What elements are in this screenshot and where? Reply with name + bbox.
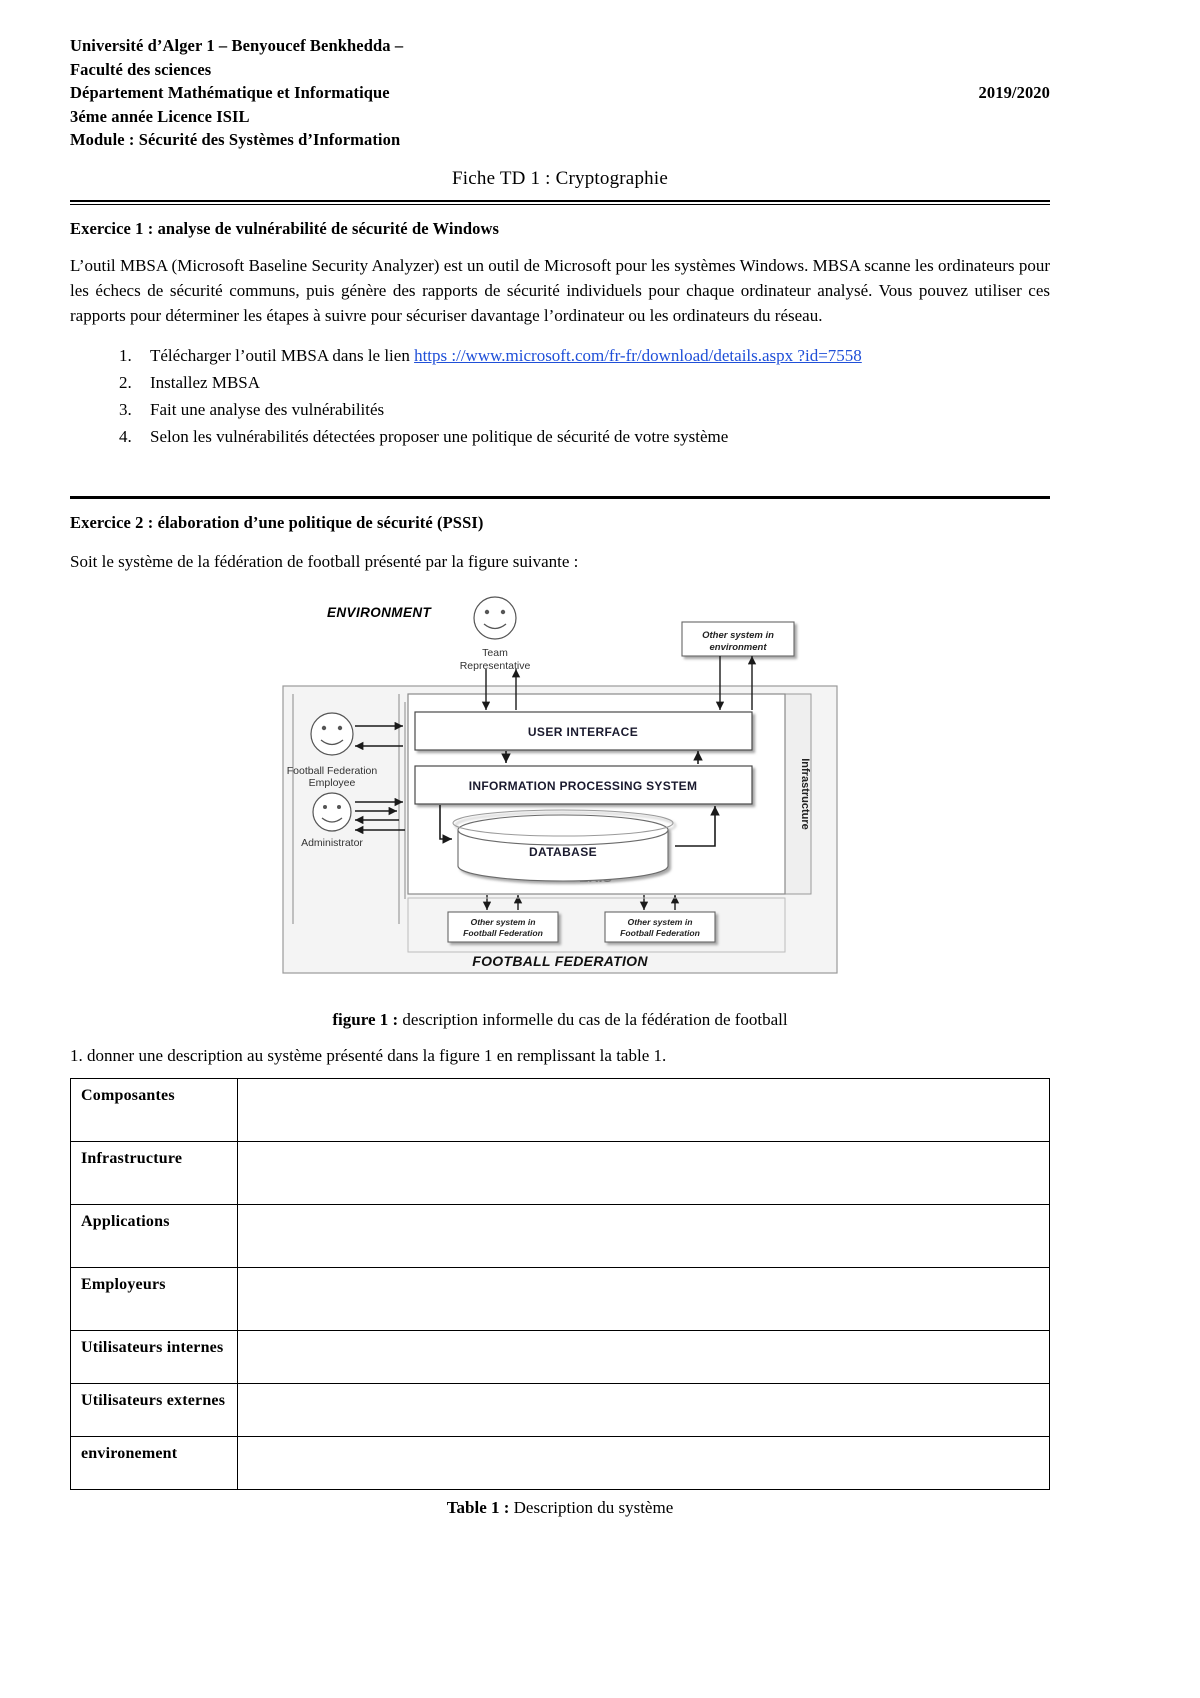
table-1-caption [70,1498,1050,1518]
other-system-env-line2: environment [709,641,767,653]
exercise-2-question-1: 1. donner une description au système présenté dans la figure 1 en remplissant la table 1. [70,1045,667,1065]
employee-label-line1: Football Federation [286,764,378,777]
database-label: DATABASE [528,844,598,859]
environment-label: ENVIRONMENT [327,604,432,620]
list-item [136,342,1050,369]
other-system-ff-box-right [605,912,715,942]
row-label-utilisateurs-externes: Utilisateurs externes [71,1383,238,1436]
step-text: Selon les vulnérabilités détectées proposer une politique de sécurité de votre système [150,426,729,446]
row-value-utilisateurs-internes[interactable] [238,1330,1050,1383]
other-system-ff-left-line2: Football Federation [463,927,543,938]
header-line-faculty: Faculté des sciences [70,59,212,79]
other-system-env-line1: Other system in [702,629,774,641]
row-label-infrastructure: Infrastructure [71,1141,238,1204]
other-system-ff-right-line2: Football Federation [620,927,700,938]
other-system-in-environment-box [682,622,794,656]
exercise-1-steps [70,342,1050,450]
row-label-composantes: Composantes [71,1078,238,1141]
football-federation-label: FOOTBALL FEDERATION [472,952,648,969]
administrator-actor [313,793,351,831]
row-value-utilisateurs-externes[interactable] [238,1383,1050,1436]
table-row [71,1078,1050,1141]
row-label-environement: environement [71,1436,238,1489]
table-caption-bold: Table 1 : [446,1497,510,1517]
football-federation-employee-actor [311,713,353,755]
row-value-applications[interactable] [238,1204,1050,1267]
row-label-applications: Applications [71,1204,238,1267]
row-value-environement[interactable] [238,1436,1050,1489]
page-content [70,34,1050,1518]
row-value-employeurs[interactable] [238,1267,1050,1330]
table-caption-rest: Description du système [509,1497,674,1517]
exercise-2-intro: Soit le système de la fédération de football présenté par la figure suivante : [70,551,579,571]
user-interface-box [415,712,752,750]
information-processing-system-label: INFORMATION PROCESSING SYSTEM [468,778,698,793]
academic-year: 2019/2020 [978,83,1050,102]
table-row [71,1330,1050,1383]
step-text: Télécharger l’outil MBSA dans le lien [150,345,415,365]
table-row [71,1383,1050,1436]
document-header [70,34,1050,152]
row-value-infrastructure[interactable] [238,1141,1050,1204]
team-representative-actor [474,597,516,639]
figure-caption-bold: figure 1 : [332,1009,399,1029]
divider-top [70,200,1050,205]
other-system-ff-left-line1: Other system in [470,916,536,927]
row-label-employeurs: Employeurs [71,1267,238,1330]
team-representative-label-line2: Representative [459,659,531,672]
football-federation-system-diagram [275,594,845,994]
row-label-utilisateurs-internes: Utilisateurs internes [71,1330,238,1383]
employee-label-line2: Employee [308,776,356,789]
list-item [136,369,1050,396]
figure-caption-rest: description informelle du cas de la fédération de football [398,1009,788,1029]
table-row [71,1141,1050,1204]
step-text: Installez MBSA [150,372,261,392]
system-description-table [70,1078,1050,1490]
list-item [136,423,1050,450]
header-line-department: Département Mathématique et Informatique [70,83,390,102]
other-system-ff-box-left [448,912,558,942]
exercise-2-title: Exercice 2 : élaboration d’une politique de sécurité (PSSI) [70,512,484,532]
divider-middle [70,496,1050,499]
header-line-level: 3éme année Licence ISIL [70,106,250,126]
list-item [136,396,1050,423]
figure-1-caption [70,1010,1050,1030]
page-title: Fiche TD 1 : Cryptographie [452,167,668,189]
user-interface-label: USER INTERFACE [527,724,639,739]
mbsa-download-link[interactable]: https ://www.microsoft.com/fr-fr/download/details.aspx ?id=7558 [414,345,862,365]
information-processing-system-box [415,766,752,804]
table-row [71,1204,1050,1267]
exercise-1-title: Exercice 1 : analyse de vulnérabilité de sécurité de Windows [70,218,500,238]
exercise-1-paragraph: L’outil MBSA (Microsoft Baseline Security Analyzer) est un outil de Microsoft pour les systèmes Windows. MBSA scanne les ordinateurs pour les échecs de sécurité communs, puis génère des rapports de sécurité individuels pour chaque ordinateur analysé. Vous pouvez utiliser ces rapports pour déterminer les étapes à suivre pour sécuriser davantage l’ordinateur ou les ordinateurs du réseau. [70,255,1050,325]
row-value-composantes[interactable] [238,1078,1050,1141]
header-line-university: Université d’Alger 1 – Benyoucef Benkhedda – [70,36,404,55]
table-row [71,1436,1050,1489]
team-representative-label-line1: Team [482,646,508,659]
administrator-label: Administrator [301,836,363,849]
figure-1 [70,594,1050,994]
header-line-module: Module : Sécurité des Systèmes d’Information [70,130,401,149]
other-system-ff-right-line1: Other system in [627,916,693,927]
infrastructure-label: Infrastructure [799,757,811,830]
table-row [71,1267,1050,1330]
step-text: Fait une analyse des vulnérabilités [150,399,385,419]
